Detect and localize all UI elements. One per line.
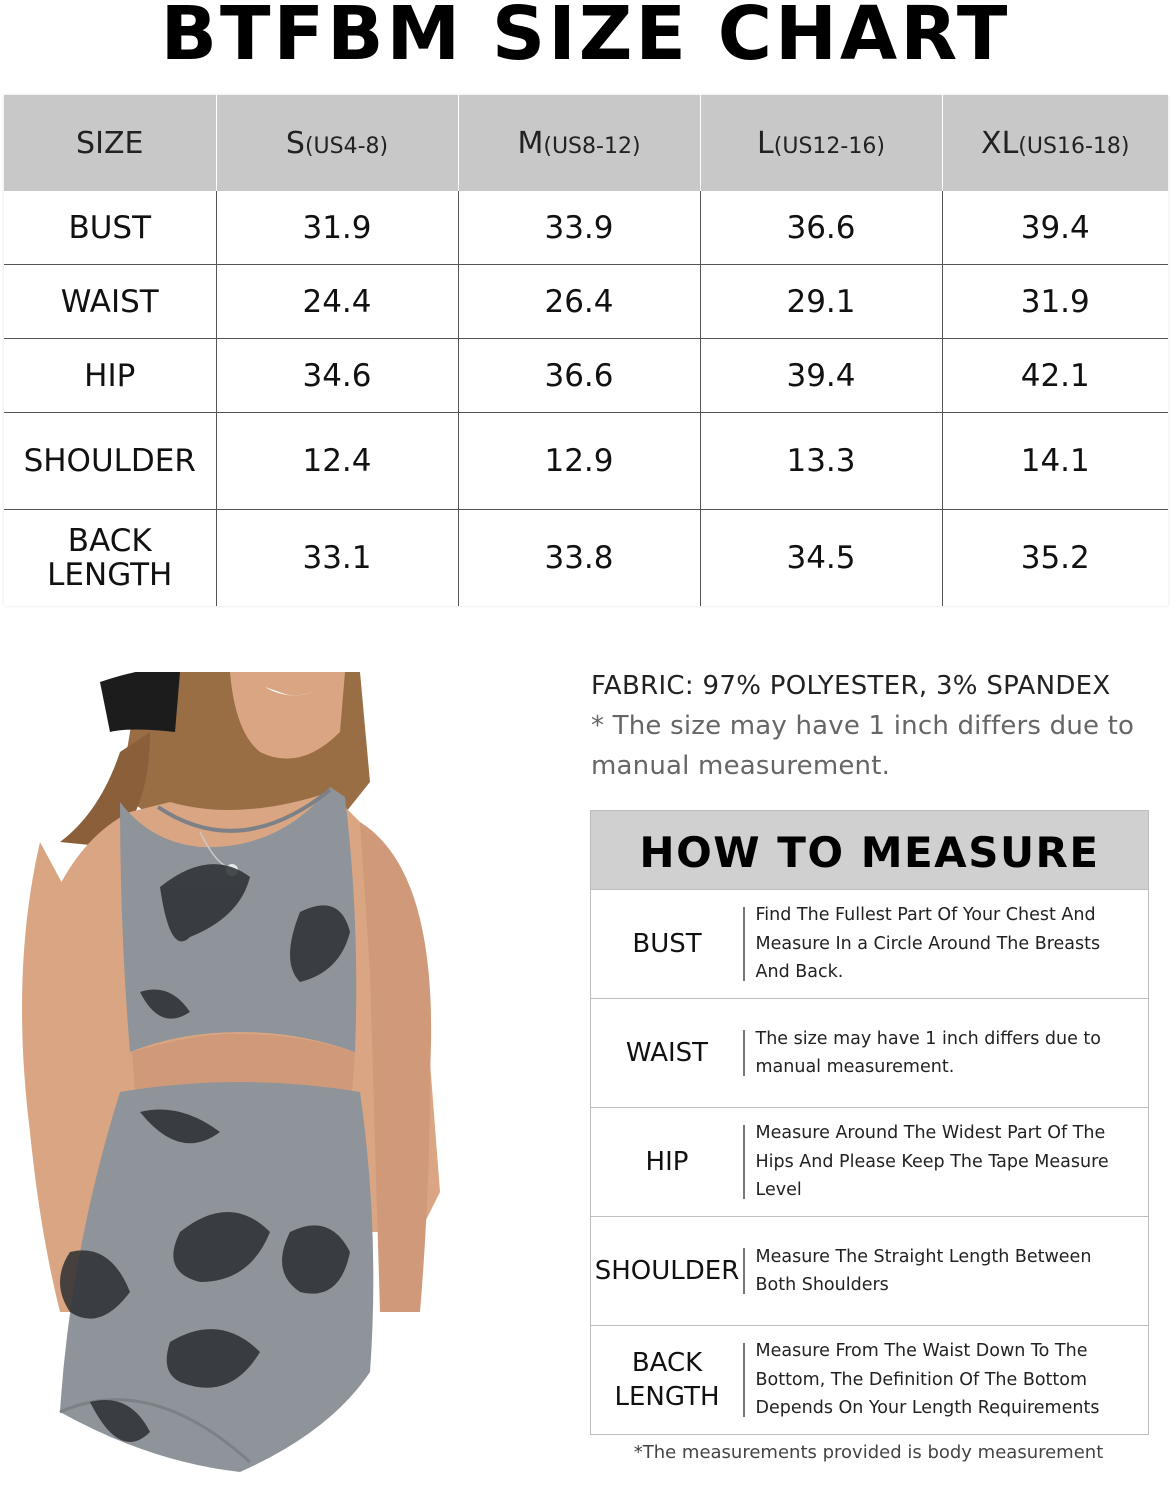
row-label-line-1: BACK — [67, 523, 152, 559]
table-cell: 13.3 — [700, 413, 942, 510]
measure-row-shoulder — [591, 1216, 1148, 1325]
table-cell: 42.1 — [942, 339, 1168, 413]
fabric-value: : 97% POLYESTER, 3% SPANDEX — [684, 671, 1111, 701]
table-cell: 31.9 — [216, 191, 458, 265]
table-cell: 33.8 — [458, 510, 700, 607]
measure-label — [591, 1036, 743, 1070]
size-name: XL — [981, 125, 1019, 161]
measure-label — [591, 1346, 743, 1414]
measure-row-bust — [591, 889, 1148, 998]
table-cell: 29.1 — [700, 265, 942, 339]
size-name: L — [757, 125, 774, 161]
table-cell: 24.4 — [216, 265, 458, 339]
table-cell: 34.6 — [216, 339, 458, 413]
row-label — [4, 339, 216, 413]
table-row-waist — [4, 265, 1168, 339]
measure-label-line-1: SHOULDER — [594, 1256, 740, 1286]
footnote: *The measurements provided is body measurement — [633, 1442, 1104, 1463]
row-label — [4, 265, 216, 339]
size-us-range: (US12-16) — [773, 133, 885, 159]
measure-description: Measure The Straight Length Between Both Shoulders — [755, 1246, 1092, 1295]
size-name: M — [517, 125, 544, 161]
measure-label-line-1: BACK — [631, 1348, 703, 1378]
fabric-info — [591, 668, 1166, 704]
measure-label-line-1: HIP — [645, 1147, 689, 1177]
table-cell: 14.1 — [942, 413, 1168, 510]
measure-label — [591, 1145, 743, 1179]
measure-row-waist — [591, 998, 1148, 1107]
fabric-label: FABRIC — [591, 671, 685, 701]
measure-label-line-2: LENGTH — [614, 1382, 720, 1412]
size-us-range: (US16-18) — [1018, 133, 1130, 159]
table-cell: 34.5 — [700, 510, 942, 607]
measure-description: Measure From The Waist Down To The Bottom, The Definition Of The Bottom Depends On Your Length Requirements — [755, 1341, 1100, 1419]
table-cell: 36.6 — [458, 339, 700, 413]
row-label — [4, 413, 216, 510]
table-row-bust — [4, 191, 1168, 265]
row-label-line-1: SHOULDER — [23, 443, 196, 479]
size-header-s — [216, 95, 458, 191]
how-to-measure-panel — [590, 810, 1149, 1435]
table-cell: 12.4 — [216, 413, 458, 510]
measure-label — [591, 1254, 743, 1288]
measure-label-line-1: BUST — [632, 929, 702, 959]
measure-label-line-1: WAIST — [625, 1038, 709, 1068]
table-cell: 35.2 — [942, 510, 1168, 607]
table-cell: 36.6 — [700, 191, 942, 265]
row-label-line-1: BUST — [68, 209, 152, 246]
table-cell: 33.1 — [216, 510, 458, 607]
table-row-back-length — [4, 510, 1168, 607]
page-title: BTFBM SIZE CHART — [160, 0, 1011, 77]
row-label-line-1: WAIST — [60, 283, 159, 320]
table-cell: 39.4 — [700, 339, 942, 413]
measure-row-back-length — [591, 1325, 1148, 1434]
size-name: S — [285, 125, 305, 161]
row-label-line-1: HIP — [84, 357, 136, 394]
measure-label — [591, 927, 743, 961]
dress-model-image — [0, 672, 470, 1500]
size-header-l — [700, 95, 942, 191]
size-chart-table — [4, 95, 1168, 606]
measure-description: Find The Fullest Part Of Your Chest And Measure In a Circle Around The Breasts And Back. — [755, 905, 1101, 983]
size-note: * The size may have 1 inch differs due to manual measurement. — [591, 711, 1135, 781]
table-cell: 33.9 — [458, 191, 700, 265]
size-us-range: (US8-12) — [543, 133, 641, 159]
size-us-range: (US4-8) — [304, 133, 389, 159]
measure-description: Measure Around The Widest Part Of The Hips And Please Keep The Tape Measure Level — [755, 1123, 1109, 1201]
table-cell: 26.4 — [458, 265, 700, 339]
size-table-header-row — [4, 95, 1168, 191]
measure-row-hip — [591, 1107, 1148, 1216]
product-photo — [0, 672, 470, 1500]
table-row-shoulder — [4, 413, 1168, 510]
size-header-m — [458, 95, 700, 191]
row-label — [4, 510, 216, 607]
table-cell: 12.9 — [458, 413, 700, 510]
table-cell: 39.4 — [942, 191, 1168, 265]
table-cell: 31.9 — [942, 265, 1168, 339]
how-to-measure-title: HOW TO MEASURE — [591, 811, 1148, 889]
size-header-xl — [942, 95, 1168, 191]
size-header-label: SIZE — [4, 95, 216, 191]
table-row-hip — [4, 339, 1168, 413]
row-label — [4, 191, 216, 265]
row-label-line-2: LENGTH — [47, 557, 173, 593]
measure-description: The size may have 1 inch differs due to manual measurement. — [755, 1028, 1101, 1077]
